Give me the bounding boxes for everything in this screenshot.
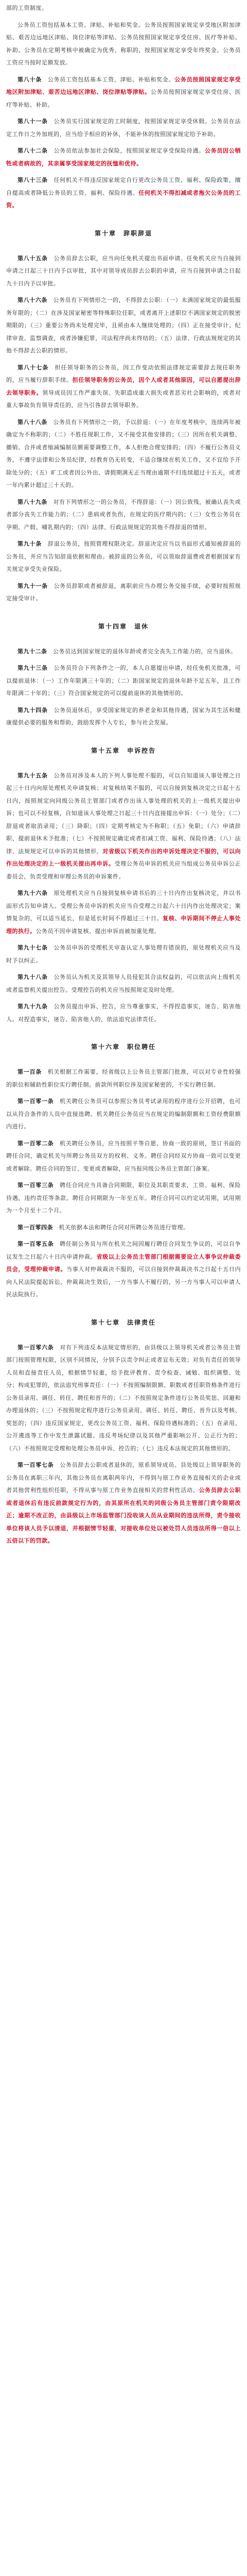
article-text: 机关聘任公务员，应当按照平等自愿、协商一致的原则，签订书面的聘任合同，确定机关与所聘公务员双方的权利、义务。聘任合同经双方协商一致可以变更或者解除。聘任合同的签订、变更或者解除，应当报同级公务员主管部门备案。	[6, 1140, 241, 1172]
article-text: 机关依据本法和聘任合同对所聘公务员进行管理。	[59, 1224, 189, 1231]
chapter-heading: 第十四章 退休	[98, 622, 149, 630]
article-text: 聘任制公务员与所在机关之间因履行聘任合同发生争议的，可以自争议发生之日起六十日内申请仲裁。	[6, 1241, 241, 1260]
article-paragraph	[6, 662, 241, 700]
article-text: 公务员工资包括基本工资、津贴、补贴和奖金。公务员按照国家规定享受地区附加津贴、艰苦边远地区津贴、岗位津贴等津贴。公务员按照国家规定享受住房、医疗等补贴、补助。公务员在定期考核中被确定为优秀、称职的，按照国家规定享受年终奖金。公务员工资应当按时足额发放。	[6, 21, 241, 66]
article-text: 公务员辞去公职或者退休的，原系领导成员、县处级以上领导职务的公务员在离职三年内，其他公务员在离职两年内，不得到与原工作业务直接相关的企业或者其他营利性组织任职，不得从事与原工作业务直接相关的营利性活动。	[6, 1462, 241, 1494]
article-number: 第一百零六条	[17, 1344, 54, 1351]
article-text: 机关根据工作需要，经省级以上公务员主管部门批准，可以对专业性较强的职位和辅助性职位实行聘任制。前款所列职位涉及国家秘密的，不实行聘任制。	[6, 1069, 241, 1088]
article-text: 机关聘任公务员可以参照公务员考试录用的程序进行公开招聘，也可以从符合条件的人员中直接选聘。机关聘任公务员应当在规定的编制限额和工资经费限额内进行。	[6, 1098, 241, 1130]
article-number: 第九十条	[17, 540, 42, 547]
article-text: 公务员有下列情形之一的，不得辞去公职：（一）未满国家规定的最低服务年限的；（二）在涉及国家秘密等特殊职位任职，或者离开上述职位不满国家规定的脱密期限的；（三）重要公务尚未处理完毕，且须由本人继续处理的；（四）正在接受审计、纪律审查、监察调查，或者涉嫌犯罪，司法程序尚未终结的；（五）法律、行政法规规定的其他不得辞去公职的情形。	[6, 297, 241, 354]
article-paragraph	[6, 1179, 241, 1217]
article-text: 公务员认为机关及其领导人员侵犯其合法权益的，可以依法向上级机关或者监察机关提出控告。受理控告的机关应当按照规定及时处理。	[6, 974, 241, 993]
article-paragraph	[6, 362, 241, 412]
article-text: 公务员工资包括基本工资、津贴、补贴和奖金。	[47, 76, 175, 83]
article-paragraph	[6, 538, 241, 576]
article-highlight: 复核、申诉期间不停止人事处理的执行。	[6, 915, 241, 935]
article-number: 第九十七条	[17, 944, 48, 951]
article-number: 第八十条	[17, 76, 42, 83]
article-paragraph	[6, 1138, 241, 1176]
article-number: 第九十九条	[17, 1003, 48, 1010]
article-number: 第九十四条	[17, 706, 48, 714]
article-text: 对有下列情形之一的公务员，不得辞退：（一）因公致残，被确认丧失或者部分丧失工作能力的；（二）患病或者负伤，在规定的医疗期内的；（三）女性公务员在孕期、产假、哺乳期内的；（四）法律、行政法规规定的其他不得辞退的情形。	[6, 498, 241, 531]
article-paragraph	[6, 1001, 241, 1026]
article-paragraph	[6, 1066, 241, 1091]
article-text: 公务员达到国家规定的退休年龄或者完全丧失工作能力的，应当退休。	[53, 648, 237, 655]
article-text: 公务员提出申诉、控告，应当尊重事实，不得捏造事实，诬告、陷害他人。对捏造事实，诬告、陷害他人的，依法追究法律责任。	[6, 1003, 241, 1023]
article-text: 公务员对涉及本人的下列人事处理不服的，可以自知道该人事处理之日起三十日内向原处理机关申请复核；对复核结果不服的，可以自接到复核决定之日起十五日内，按照规定向同级公务员主管部门或者作出该人事处理的机关的上一级机关提出申诉；也可以不经复核，自知道该人事处理之日起三十日内直接提出申诉：（一）处分；（二）辞退或者取消录用；（三）降职；（四）定期考核定为不称职；（五）免职；（六）申请辞职、提前退休未予批准；（七）不按照规定确定或者扣减工资、福利、保险待遇；（八）法律、法规规定可以申诉的其他情形。	[6, 772, 241, 855]
article-paragraph	[6, 1342, 241, 1455]
article-text: 公务员辞职或者被辞退，离职前应当办理公务交接手续，必要时按照规定接受审计。	[6, 582, 241, 602]
article-highlight: 省级以上公务员主管部门根据需要设立人事争议仲裁委员会，受理仲裁申请。	[6, 1253, 241, 1273]
article-text: 领导成员因工作严重失误、失职造成重大损失或者恶劣社会影响的，或者对重大事故负有领导责任的，应当引咎辞去领导职务。	[6, 389, 241, 409]
article-paragraph	[6, 416, 241, 492]
article-text: 对有下列违反本法规定情形的，由县级以上领导机关或者公务员主管部门按照管理权限，区别不同情况，分别予以责令纠正或者宣布无效；对负有责任的领导人员和直接责任人员，根据情节轻重，给予批评教育、责令检查、诫勉、组织调整、处分；构成犯罪的，依法追究刑事责任：（一）不按照编制限额、职数或者任职资格条件进行公务员录用、调任、转任、聘任和晋升的；（二）不按照规定条件进行公务员奖惩、回避和办理退休的；（三）不按照规定程序进行公务员录用、调任、转任、聘任、晋升以及考核、奖惩的；（四）违反国家规定，更改公务员工资、福利、保险待遇标准的；（五）在录用、公开遴选等工作中发生泄露试题、违反考场纪律以及其他严重影响公开、公正行为的；（六）不按照规定受理和处理公务员申诉、控告的；（七）违反本法规定的其他情形的。	[6, 1344, 241, 1452]
article-paragraph	[6, 971, 241, 996]
article-text: 公务员退休后，享受国家规定的养老金和其他待遇，国家为其生活和健康提供必要的服务和帮助，鼓励发挥个人专长，参与社会发展。	[6, 706, 241, 726]
article-highlight: 公务员辞去公职或者退休后有违反前款规定行为的，由其原所在机关的同级公务员主管部门责令限期改正；逾期不改正的，由县级以上市场监管部门没收该人员从业期间的违法所得，责令接收单位将该人员予以清退，并根据情节轻重，对接收单位处以被处罚人员违法所得一倍以上五倍以下的罚款。	[6, 1487, 241, 1544]
article-number: 第一百零二条	[17, 1140, 54, 1147]
article-number: 第八十三条	[17, 177, 48, 183]
article-number: 第九十三条	[17, 665, 48, 671]
article-paragraph	[6, 1095, 241, 1133]
article-text: 辞退公务员，按照管理权限决定。辞退决定应当以书面形式通知被辞退的公务员，并应当告知辞退依据和理由。被辞退的公务员，可以领取辞退费或者根据国家有关规定享受失业保险。	[6, 540, 241, 572]
article-text: 公务员辞去公职，应当向任免机关提出书面申请。任免机关应当自接到申请之日起三十日内予以审批，其中对领导成员辞去公职的申请，应当自接到申请之日起九十日内予以审批。	[6, 255, 241, 287]
article-paragraph	[6, 887, 241, 938]
article-paragraph	[6, 580, 241, 605]
article-number: 第九十一条	[17, 582, 48, 589]
article-paragraph	[6, 115, 241, 141]
article-number: 第八十二条	[17, 147, 48, 154]
article-text: 公务员实行国家规定的工时制度，按照国家规定享受休假。公务员在法定工作日之外加班的，应当给予相应的补休，不能补休的按照国家规定给予补助。	[6, 118, 241, 138]
article-text: 公务员依法参加社会保险，按照国家规定享受保险待遇。	[54, 147, 205, 154]
article-text: 受理公务员申诉的机关应当组成公务员申诉公正委员会，负责受理和审理公务员的申诉案件。	[6, 860, 241, 880]
article-paragraph	[6, 1459, 241, 1548]
article-paragraph	[6, 1222, 241, 1234]
chapter-heading: 第十章 辞职辞退	[94, 229, 152, 237]
article-paragraph	[6, 252, 241, 291]
article-text: 当事人对仲裁裁决不服的，可以自接到仲裁裁决书之日起十五日内向人民法院提起诉讼。仲裁裁决生效后，一方当事人不履行的，另一方当事人可以申请人民法院执行。	[6, 1266, 241, 1298]
article-number: 第九十五条	[17, 772, 48, 779]
article-number: 第一百零七条	[17, 1462, 54, 1468]
article-paragraph	[6, 646, 241, 658]
article-number: 第八十七条	[17, 364, 49, 371]
article-paragraph	[6, 294, 241, 358]
article-number: 第一百零五条	[17, 1241, 54, 1247]
article-number: 第八十八条	[17, 418, 47, 426]
article-number: 第一百零三条	[17, 1182, 54, 1189]
article-number: 第一百条	[17, 1069, 42, 1075]
article-text: 公务员不因申请复核、提出申诉而被加重处理。	[36, 927, 160, 935]
article-text: 担任领导职务的公务员，因工作变动依照法律规定需要辞去现任职务的，应当履行辞职手续。	[6, 364, 241, 383]
chapter-heading: 第十五章 申诉控告	[91, 747, 156, 754]
article-number: 第九十八条	[17, 974, 48, 980]
article-paragraph	[6, 770, 241, 884]
chapter-heading: 第十六章 职位聘任	[91, 1043, 156, 1050]
document-body	[6, 2, 241, 1548]
article-highlight: 担任领导职务的公务员，因个人或者其他原因，可以自愿提出辞去领导职务。	[6, 377, 241, 396]
article-number: 第八十一条	[17, 118, 48, 125]
article-number: 第一百零一条	[17, 1098, 54, 1105]
article-text: 公务员申诉的受理机关审查认定人事处理有错误的，原处理机关应当及时予以纠正。	[6, 944, 241, 964]
article-paragraph	[6, 1238, 241, 1301]
article-text: 公务员按照国家规定享受住房、医疗等补贴、补助。	[6, 89, 241, 108]
article-paragraph	[6, 74, 241, 112]
article-paragraph	[6, 145, 241, 170]
article-number: 第八十六条	[17, 297, 47, 303]
article-paragraph	[6, 496, 241, 534]
article-highlight: 公务员按照国家规定享受地区附加津贴、艰苦边远地区津贴、岗位津贴等津贴。	[6, 76, 241, 95]
article-highlight: 公务员因公牺牲或者病故的，其亲属享受国家规定的抚恤和优待。	[6, 147, 241, 167]
article-text: 聘任合同应当具备合同期限，职位及其职责要求，工资、福利、保险待遇，违约责任等条款。聘任合同期限为一年至五年。聘任合同可以约定试用期，试用期为一个月至十二个月。	[6, 1182, 241, 1214]
article-number: 第一百零四条	[17, 1224, 53, 1231]
article-number: 第八十五条	[17, 255, 48, 262]
article-paragraph	[6, 19, 241, 70]
article-highlight: 任何机关不得扣减或者拖欠公务员的工资。	[6, 189, 241, 209]
article-text: 部的工资制度。	[6, 5, 48, 11]
article-highlight: 对省级以下机关作出的申诉处理决定不服的，可以向作出处理决定的上一级机关提出再申诉。	[6, 848, 241, 867]
article-paragraph	[6, 2, 241, 15]
article-text: 公务员符合下列条件之一的，本人自愿提出申请，经任免机关批准，可以提前退休：（一）工作年限满三十年的；（二）距国家规定的退休年龄不足五年，且工作年限满二十年的；（三）符合国家规定的可以提前退休的其他情形的。	[6, 665, 241, 697]
article-number: 第九十二条	[17, 648, 47, 655]
article-text: 公务员有下列情形之一的，予以辞退：（一）在年度考核中，连续两年被确定为不称职的；（二）不胜任现职工作，又不接受其他安排的；（三）因所在机关调整、撤销、合并或者缩减编制员额需要调整工作，本人拒绝合理安排的；（四）不履行公务员义务，不遵守法律和公务员纪律，经教育仍无转变，不适合继续在机关工作，又不宜给予开除处分的；（五）旷工或者因公外出、请假期满无正当理由逾期不归连续超过十五天，或者一年内累计超过三十天的。	[6, 418, 241, 488]
article-text: 任何机关不得违反国家规定自行更改公务员工资、福利、保险政策，擅自提高或者降低公务员的工资、福利、保险待遇。	[6, 177, 241, 196]
article-text: 原处理机关应当自接到复核申请书后的三十日内作出复核决定，并以书面形式告知申请人。受理公务员申诉的机关应当自受理之日起六十日内作出处理决定；案情复杂的，可以适当延长，但是延长时间不得超过三十日。	[6, 890, 241, 922]
article-number: 第八十九条	[17, 498, 47, 505]
article-paragraph	[6, 704, 241, 730]
article-paragraph	[6, 174, 241, 212]
article-paragraph	[6, 942, 241, 967]
article-number: 第九十六条	[17, 890, 48, 896]
chapter-heading: 第十七章 法律责任	[91, 1318, 156, 1326]
